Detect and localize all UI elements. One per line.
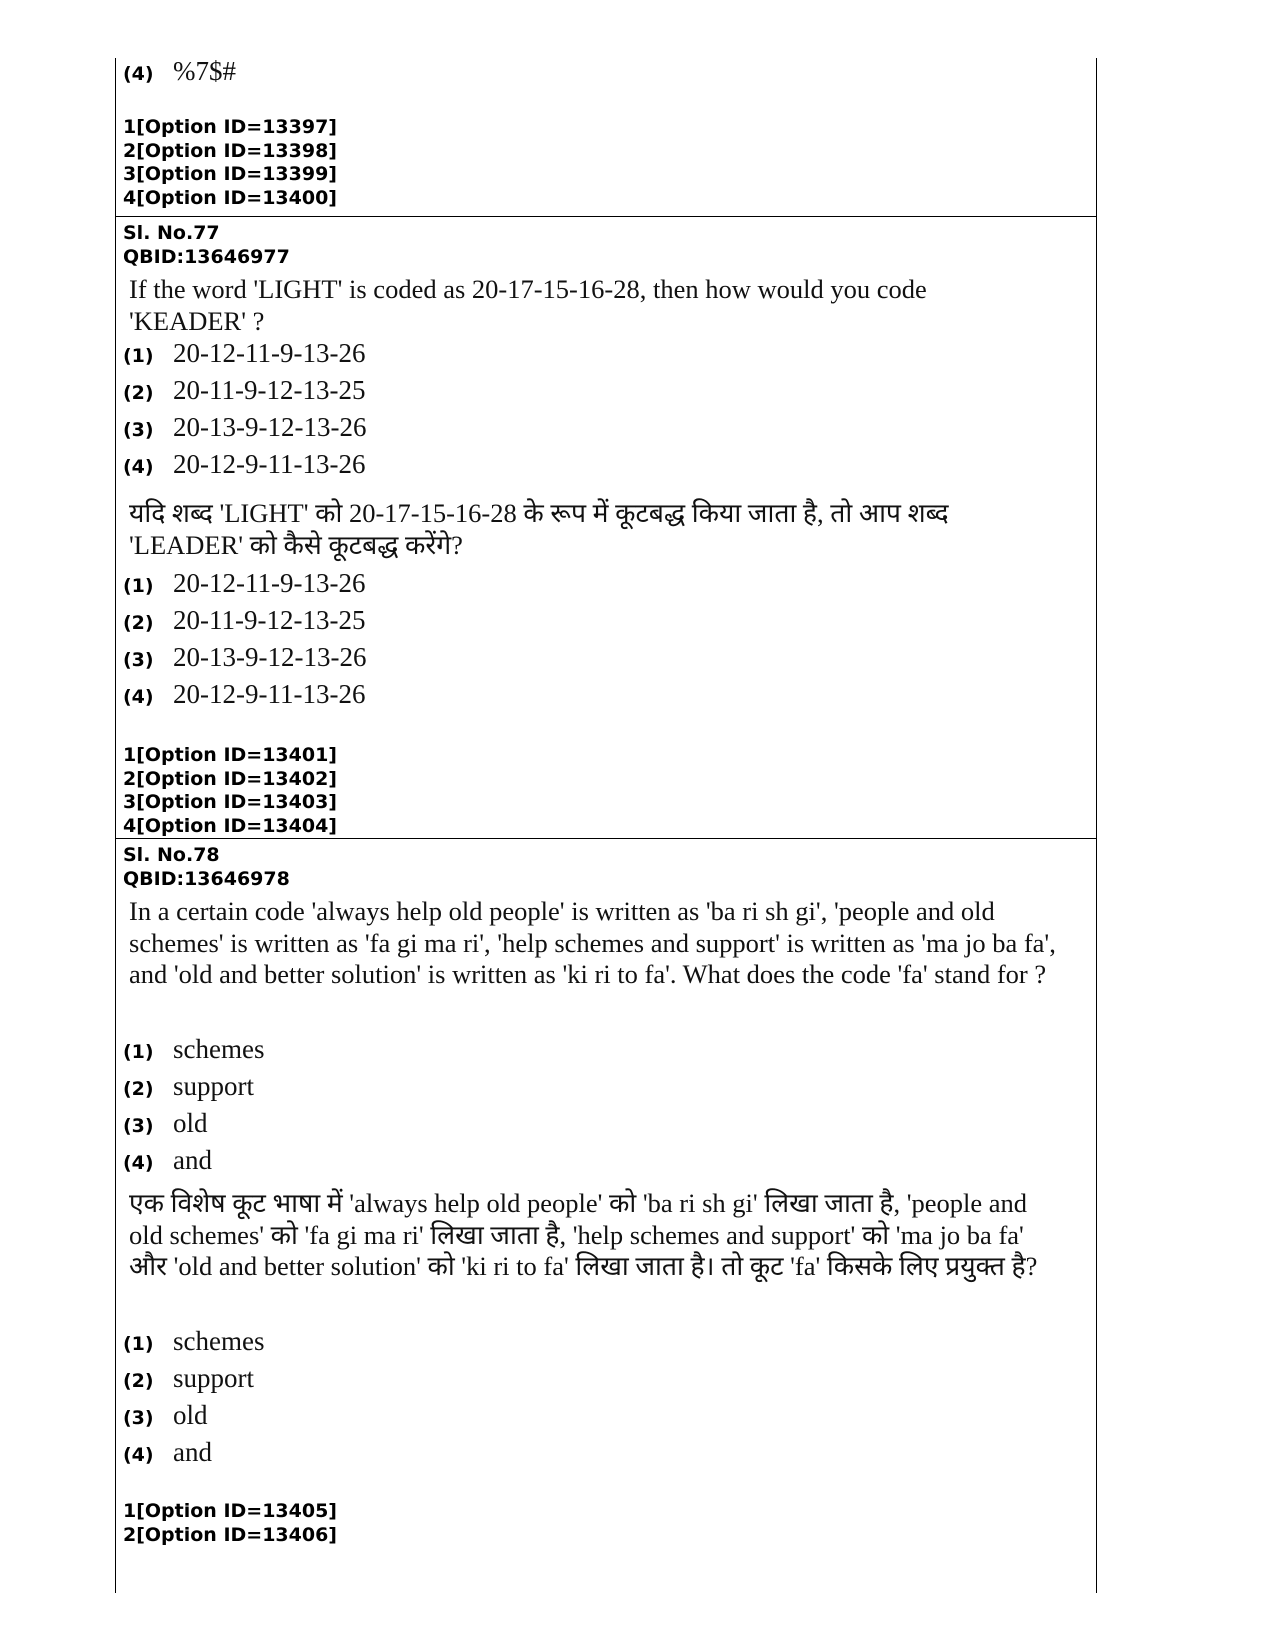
option-value: support	[173, 1071, 254, 1101]
option-2	[123, 1071, 1083, 1108]
option-4	[123, 1145, 1083, 1182]
option-number: (2)	[123, 1078, 154, 1100]
option-value: and	[173, 1145, 212, 1175]
option-4	[123, 1437, 1083, 1474]
option-id: 2[Option ID=13402]	[123, 767, 337, 790]
option-1	[123, 338, 1083, 375]
option-3	[123, 1400, 1083, 1437]
option-number: (1)	[123, 575, 154, 597]
options-en	[123, 338, 1083, 486]
option-value: 20-13-9-12-13-26	[173, 412, 367, 442]
option-2	[123, 375, 1083, 412]
right-border	[1096, 58, 1097, 1593]
option-4	[123, 56, 1083, 93]
separator-78	[115, 838, 1097, 839]
option-number: (1)	[123, 1333, 154, 1355]
option-number: (1)	[123, 1041, 154, 1063]
options-en	[123, 1034, 1083, 1182]
prev-question-fragment	[123, 56, 1083, 93]
option-number: (3)	[123, 1115, 154, 1137]
option-3	[123, 412, 1083, 449]
option-value: and	[173, 1437, 212, 1467]
option-number: (4)	[123, 1152, 154, 1174]
option-value: 20-11-9-12-13-25	[173, 375, 366, 405]
question-text-hi: यदि शब्द 'LIGHT' को 20-17-15-16-28 के रूप में कूटबद्ध किया जाता है, तो आप शब्द 'LEADER' को कैसे कूटबद्ध करेंगे?	[129, 498, 949, 560]
option-id: 1[Option ID=13401]	[123, 744, 337, 766]
option-1	[123, 568, 1083, 605]
options-hi	[123, 568, 1083, 716]
option-4	[123, 449, 1083, 486]
question-78-header	[123, 844, 1083, 891]
option-id: 3[Option ID=13403]	[123, 791, 337, 813]
option-id: 4[Option ID=13400]	[123, 186, 337, 209]
option-number: (4)	[123, 456, 154, 478]
options-hi	[123, 1326, 1083, 1474]
option-number: (2)	[123, 1370, 154, 1392]
option-number: (2)	[123, 382, 154, 404]
option-id-list	[123, 1500, 1083, 1547]
serial-number: Sl. No.77	[123, 222, 220, 244]
option-1	[123, 1034, 1083, 1071]
option-1	[123, 1326, 1083, 1363]
option-id: 4[Option ID=13404]	[123, 814, 337, 837]
option-value: old	[173, 1108, 208, 1138]
option-id: 1[Option ID=13397]	[123, 116, 337, 138]
option-4	[123, 679, 1083, 716]
option-value: 20-11-9-12-13-25	[173, 605, 366, 635]
option-2	[123, 1363, 1083, 1400]
option-id: 2[Option ID=13406]	[123, 1523, 337, 1546]
option-3	[123, 642, 1083, 679]
option-value: 20-12-9-11-13-26	[173, 449, 366, 479]
question-text-hi: एक विशेष कूट भाषा में 'always help old people' को 'ba ri sh gi' लिखा जाता है, 'people and old schemes' को 'fa gi ma ri' लिखा जाता है, 'help schemes and support' को 'ma jo ba fa' और 'old and better solution' को 'ki ri to fa' लिखा जाता है। तो कूट 'fa' किसके लिए प्रयुक्त है?	[129, 1188, 1038, 1281]
question-text-en: If the word 'LIGHT' is coded as 20-17-15-16-28, then how would you code 'KEADER' ?	[129, 274, 927, 336]
qbid: QBID:13646978	[123, 867, 290, 890]
option-value: %7$#	[173, 56, 236, 86]
option-id-list	[123, 116, 1083, 210]
option-number: (4)	[123, 1444, 154, 1466]
question-77-header	[123, 222, 1083, 269]
option-id: 1[Option ID=13405]	[123, 1500, 337, 1522]
option-value: schemes	[173, 1326, 265, 1356]
qbid: QBID:13646977	[123, 245, 290, 268]
separator-77	[115, 216, 1097, 217]
left-border	[115, 58, 116, 1593]
option-number: (4)	[123, 63, 154, 85]
option-value: old	[173, 1400, 208, 1430]
option-number: (4)	[123, 686, 154, 708]
option-number: (1)	[123, 345, 154, 367]
option-2	[123, 605, 1083, 642]
option-value: 20-12-11-9-13-26	[173, 338, 366, 368]
option-value: 20-12-11-9-13-26	[173, 568, 366, 598]
option-number: (3)	[123, 419, 154, 441]
option-id: 3[Option ID=13399]	[123, 163, 337, 185]
option-value: schemes	[173, 1034, 265, 1064]
option-value: 20-13-9-12-13-26	[173, 642, 367, 672]
option-id-list	[123, 744, 1083, 838]
option-value: 20-12-9-11-13-26	[173, 679, 366, 709]
option-3	[123, 1108, 1083, 1145]
option-number: (2)	[123, 612, 154, 634]
option-id: 2[Option ID=13398]	[123, 139, 337, 162]
option-value: support	[173, 1363, 254, 1393]
question-text-en: In a certain code 'always help old people' is written as 'ba ri sh gi', 'people and old schemes' is written as 'fa gi ma ri', 'help schemes and support' is written as 'ma jo ba fa', and 'old and better solution' is written as 'ki ri to fa'. What does the code 'fa' stand for ?	[129, 896, 1056, 989]
option-number: (3)	[123, 1407, 154, 1429]
option-number: (3)	[123, 649, 154, 671]
serial-number: Sl. No.78	[123, 844, 220, 866]
